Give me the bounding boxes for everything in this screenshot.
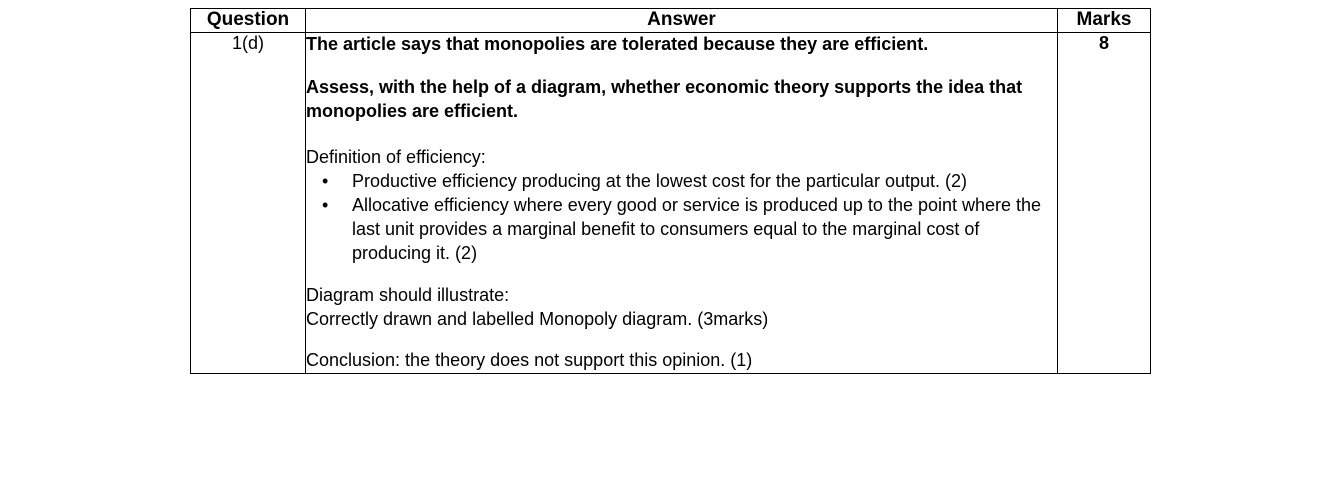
- diagram-heading: Diagram should illustrate:: [306, 285, 510, 306]
- column-header-marks: Marks: [1058, 9, 1151, 33]
- answer-cell: [306, 32, 1058, 373]
- list-item-text: Allocative efficiency where every good or service is produced up to the point where the last unit provides a marginal benefit to consumers equal to the marginal cost of producing it. (2): [352, 195, 1042, 264]
- table-header: [191, 9, 1151, 33]
- diagram-line: Correctly drawn and labelled Monopoly diagram. (3marks): [306, 309, 769, 330]
- efficiency-bullet-list: [306, 170, 1057, 267]
- list-item: [306, 170, 1057, 194]
- definition-heading: Definition of efficiency:: [306, 146, 486, 167]
- table-body: [191, 32, 1151, 373]
- conclusion-line: Conclusion: the theory does not support this opinion. (1): [306, 350, 753, 371]
- column-header-question: Question: [191, 9, 306, 33]
- answer-bold-line-2: Assess, with the help of a diagram, whether economic theory supports the idea that monopolies are efficient.: [306, 76, 1023, 121]
- answer-bold-line-1: The article says that monopolies are tolerated because they are efficient.: [306, 33, 929, 54]
- bullet-icon: •: [322, 170, 329, 191]
- marks-value: 8: [1058, 32, 1151, 373]
- question-number: 1(d): [191, 32, 306, 373]
- marking-scheme-table: [190, 8, 1151, 374]
- spacer: [306, 332, 1057, 349]
- table-header-row: [191, 9, 1151, 33]
- column-header-answer: Answer: [306, 9, 1058, 33]
- bullet-icon: •: [322, 195, 329, 216]
- spacer: [306, 267, 1057, 284]
- table-row: [191, 32, 1151, 373]
- list-item: [306, 194, 1057, 266]
- list-item-text: Productive efficiency producing at the lowest cost for the particular output. (2): [352, 170, 967, 191]
